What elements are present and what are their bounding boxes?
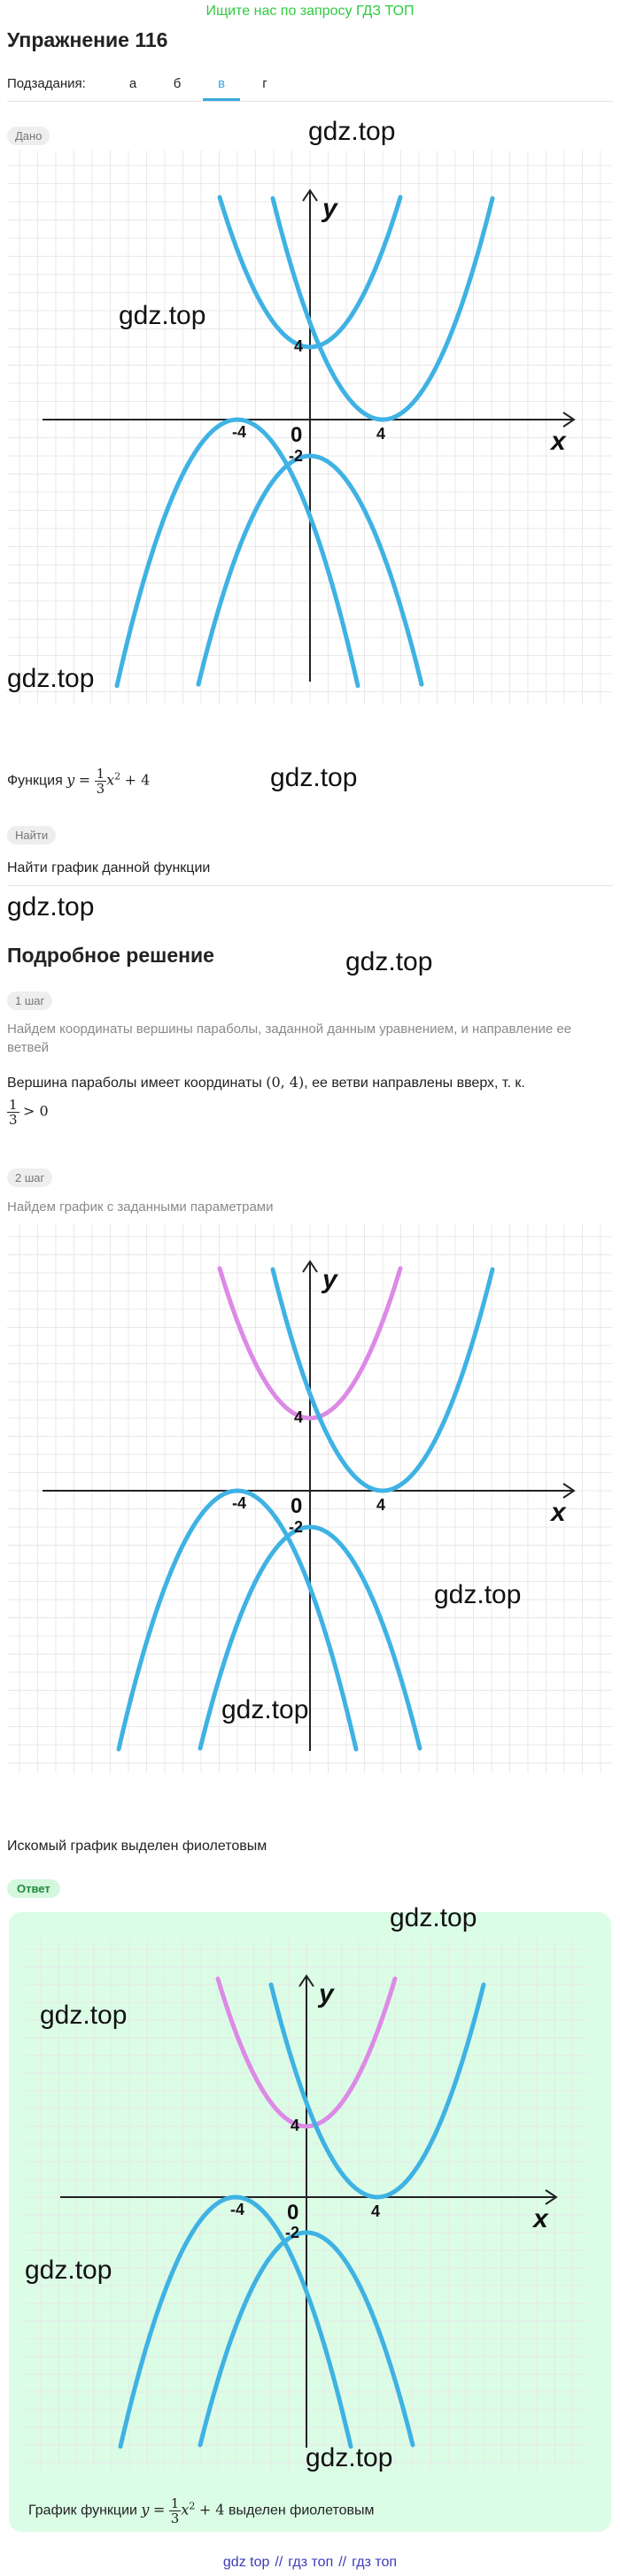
formula-rest: + 4 [198,2501,225,2518]
tick-label-ym2: -2 [285,2224,300,2241]
footer-link-1[interactable]: gdz top [222,2555,270,2570]
step1-inequality [7,1098,49,1127]
tick-label-origin: 0 [291,1494,303,1518]
step1-text-tail: , ее ветви направлены вверх, т. к. [304,1076,525,1091]
divider [7,885,613,886]
answer-text-after: выделен фиолетовым [228,2503,375,2518]
watermark: gdz.top [119,301,206,330]
answer-text [28,2496,375,2526]
tick-label-xm4: -4 [232,423,247,441]
formula-exp: 2 [189,2500,196,2512]
formula-fraction [169,2496,182,2526]
fraction-denominator: 3 [9,1112,18,1128]
watermark: gdz.top [221,1695,309,1724]
subtask-tab-b[interactable]: б [173,76,182,91]
fraction-denominator: 3 [170,2510,180,2526]
step1-hint: Найдем координаты вершины параболы, заданной данным уравнением, и направление ее ветвей [7,1022,572,1055]
formula-var: x [181,2501,190,2518]
axis-label-x: x [551,1498,566,1527]
watermark: gdz.top [308,117,396,146]
find-text: Найти график данной функции [7,860,211,875]
search-banner[interactable]: Ищите нас по запросу ГДЗ ТОП [205,4,415,19]
watermark: gdz.top [270,763,358,792]
tick-label-xm4: -4 [230,2201,245,2218]
graph-step2 [7,1224,612,1773]
solution-heading: Подробное решение [7,944,214,967]
footer-links [0,2555,620,2571]
function-label: Функция [7,773,63,789]
tick-label-ym2: -2 [289,1518,304,1536]
tick-label-y4: 4 [291,2117,300,2134]
tick-label-x4: 4 [376,1496,386,1514]
axis-label-y: y [322,1265,337,1294]
watermark: gdz.top [7,892,95,922]
given-function [7,767,150,796]
fraction-numerator: 1 [96,766,105,782]
answer-badge: Ответ [7,1879,60,1898]
subtask-tab-v-active[interactable]: в [218,76,225,91]
formula-rest: + 4 [124,771,151,789]
graph-given [7,150,612,705]
formula-var: x [106,771,115,789]
fraction-numerator: 1 [9,1097,18,1113]
tick-label-xm4: -4 [232,1494,247,1512]
watermark: gdz.top [390,1903,477,1932]
conclusion-text: Искомый график выделен фиолетовым [7,1839,267,1854]
step1-text-main: Вершина параболы имеет координаты [7,1076,262,1091]
formula-eq: = [78,771,91,789]
footer-separator: // [338,2555,347,2570]
step1-badge: 1 шаг [7,991,52,1010]
step2-badge: 2 шаг [7,1168,52,1187]
fraction-denominator: 3 [96,781,105,797]
page-title: Упражнение 116 [7,28,168,51]
inequality-fraction [7,1098,19,1127]
tick-label-origin: 0 [287,2201,299,2225]
tick-label-origin: 0 [291,423,303,447]
formula-lhs: y [141,2501,150,2518]
answer-text-before: График функции [28,2503,137,2518]
watermark: gdz.top [345,947,433,976]
find-badge: Найти [7,826,56,845]
footer-separator: // [275,2555,283,2570]
step1-text [7,1074,613,1091]
watermark: gdz.top [25,2256,112,2285]
given-badge: Дано [7,127,50,145]
tick-label-ym2: -2 [289,447,304,465]
subtasks-divider [7,101,613,102]
watermark: gdz.top [40,2001,128,2030]
fraction-numerator: 1 [170,2495,180,2511]
footer-link-2[interactable]: гдз топ [288,2555,334,2570]
vertex-coords: (0, 4) [266,1074,305,1091]
formula-fraction [95,767,107,796]
axis-label-x: x [533,2204,548,2233]
axis-label-x: x [551,427,566,456]
subtask-tab-a[interactable]: а [128,76,137,91]
axis-label-y: y [319,1979,334,2009]
subtasks-label: Подзадания: [7,76,86,91]
axis-label-y: y [322,194,337,223]
tick-label-x4: 4 [371,2202,381,2220]
formula-exp: 2 [114,770,121,783]
subtask-tab-g[interactable]: г [262,76,267,91]
watermark: gdz.top [434,1580,522,1609]
tick-label-y4: 4 [294,337,304,355]
watermark: gdz.top [306,2443,393,2472]
formula-lhs: y [66,771,75,789]
tick-label-x4: 4 [376,425,386,443]
tick-label-y4: 4 [294,1408,304,1426]
step2-hint: Найдем график с заданными параметрами [7,1199,274,1215]
watermark: gdz.top [7,664,95,693]
footer-link-3[interactable]: гдз топ [352,2555,398,2570]
inequality-rel: > 0 [23,1102,49,1120]
formula-eq: = [152,2501,166,2518]
